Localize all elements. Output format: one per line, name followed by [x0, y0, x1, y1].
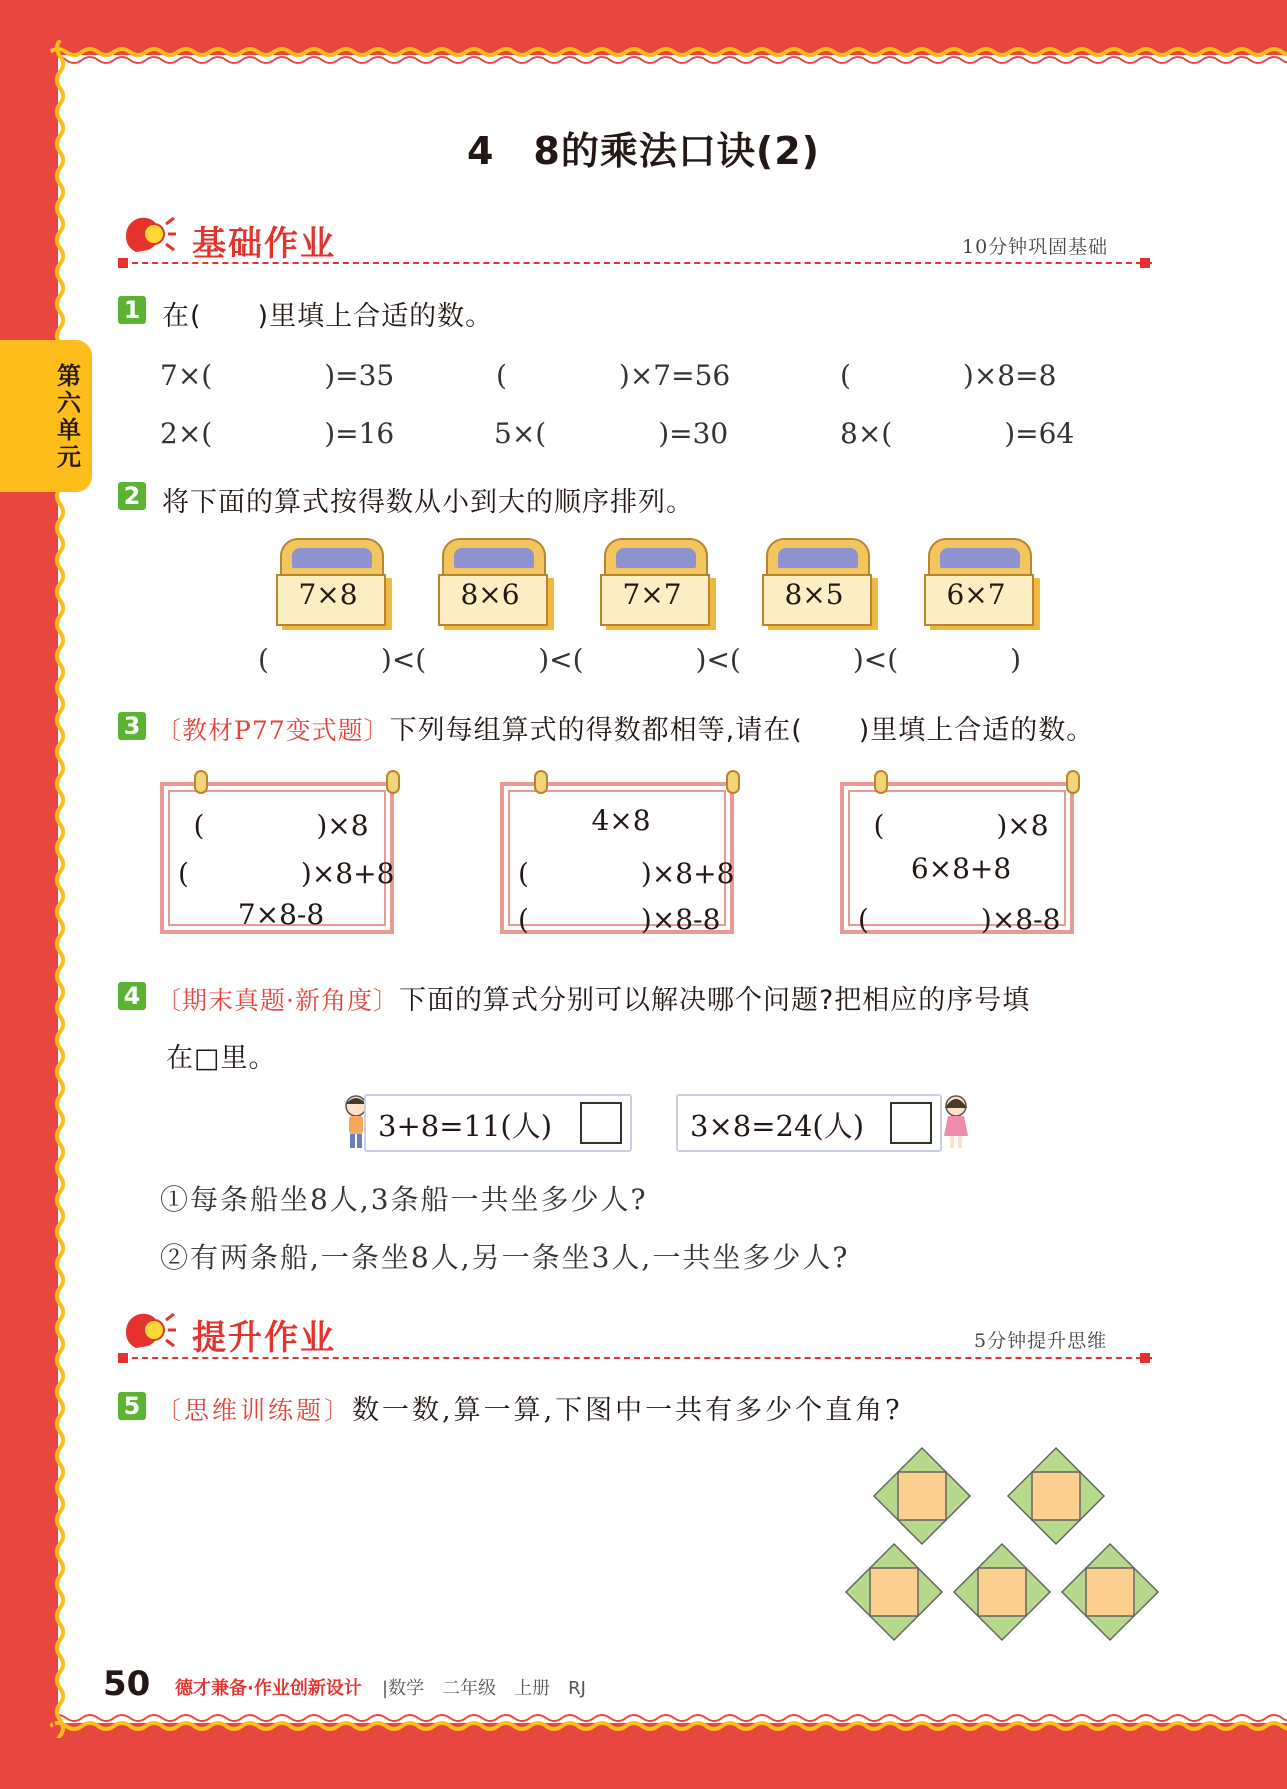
- divider-end: [1140, 258, 1150, 268]
- chest-label: 7×7: [622, 578, 682, 611]
- equation-board: [500, 782, 734, 934]
- treasure-chest: [924, 534, 1034, 626]
- question-3-number: 3: [118, 712, 146, 740]
- q1-item[interactable]: 5×( )=30: [494, 417, 729, 450]
- unit-side-tab-label: 第六单元: [57, 361, 81, 471]
- question-5-tag: 〔思维训练题〕: [156, 1396, 353, 1425]
- board-line: 6×8+8: [910, 852, 1012, 885]
- q1-item[interactable]: 2×( )=16: [160, 417, 395, 450]
- question-4-prompt-cont: 在□里。: [166, 1043, 277, 1074]
- diamond-square-shape: [1062, 1544, 1158, 1640]
- board-line[interactable]: ( )×8+8: [518, 857, 735, 890]
- footer-info: |数学 二年级 上册 RJ: [382, 1678, 586, 1699]
- question-1-prompt: 在( )里填上合适的数。: [162, 301, 494, 332]
- diamond-square-shape: [954, 1544, 1050, 1640]
- equation-box-2: [676, 1094, 942, 1152]
- board-line[interactable]: ( )×8: [873, 809, 1049, 842]
- board-line[interactable]: ( )×8-8: [518, 903, 721, 936]
- divider-end: [118, 258, 128, 268]
- unit-side-tab: [0, 340, 92, 492]
- question-3-prompt-line: [156, 708, 1094, 747]
- board-line: 7×8-8: [237, 898, 325, 931]
- chest-label: 8×5: [784, 578, 844, 611]
- page-title: 4 8的乘法口诀(2): [466, 129, 821, 173]
- question-4-number: 4: [118, 982, 146, 1010]
- section-advanced-divider: [122, 1357, 1152, 1359]
- section-basic-title: 基础作业: [192, 224, 336, 264]
- divider-end: [118, 1353, 128, 1363]
- equation-1-text: 3+8=11(人): [378, 1109, 553, 1143]
- diamond-square-shape: [1008, 1448, 1104, 1544]
- treasure-chest: [762, 534, 872, 626]
- treasure-chest: [438, 534, 548, 626]
- q2-order-line[interactable]: ( )<( )<( )<( )<( ): [258, 643, 1022, 676]
- question-3-tag: 〔教材P77变式题〕: [156, 716, 390, 745]
- equation-box-1: [364, 1094, 632, 1152]
- q4-option-2: ②有两条船,一条坐8人,另一条坐3人,一共坐多少人?: [160, 1241, 850, 1274]
- board-line[interactable]: ( )×8-8: [858, 903, 1061, 936]
- board-line[interactable]: ( )×8+8: [178, 857, 395, 890]
- answer-box-2[interactable]: [890, 1102, 932, 1144]
- question-3-prompt: 下列每组算式的得数都相等,请在( )里填上合适的数。: [389, 715, 1095, 746]
- footer-brand: 德才兼备·作业创新设计: [175, 1678, 362, 1699]
- divider-end: [1140, 1353, 1150, 1363]
- equation-board: [160, 782, 394, 934]
- q1-item[interactable]: 8×( )=64: [840, 417, 1075, 450]
- equation-2-text: 3×8=24(人): [690, 1109, 865, 1143]
- question-4-tag: 〔期末真题·新角度〕: [156, 986, 399, 1015]
- question-1-number: 1: [118, 296, 146, 324]
- chest-label: 6×7: [946, 578, 1006, 611]
- section-advanced-title: 提升作业: [192, 1318, 336, 1358]
- board-line: 4×8: [591, 804, 651, 837]
- question-2-number: 2: [118, 482, 146, 510]
- bulb-icon: [118, 210, 178, 260]
- section-basic-divider: [122, 262, 1152, 264]
- diamond-square-shape: [874, 1448, 970, 1544]
- diamond-square-shape: [846, 1544, 942, 1640]
- q1-item[interactable]: 7×( )=35: [160, 359, 395, 392]
- chest-label: 8×6: [460, 578, 520, 611]
- treasure-chest: [600, 534, 710, 626]
- q4-option-1: ①每条船坐8人,3条船一共坐多少人?: [160, 1183, 648, 1216]
- chest-label: 7×8: [298, 578, 358, 611]
- board-line[interactable]: ( )×8: [193, 809, 369, 842]
- girl-icon: [942, 1094, 970, 1150]
- treasure-chest: [276, 534, 386, 626]
- answer-box-1[interactable]: [580, 1102, 622, 1144]
- equation-board: [840, 782, 1074, 934]
- question-5-prompt-line: [156, 1388, 903, 1427]
- question-5-prompt: 数一数,算一算,下图中一共有多少个直角?: [352, 1395, 903, 1426]
- page-number: 50: [103, 1664, 151, 1704]
- section-advanced-note: 5分钟提升思维: [974, 1330, 1108, 1352]
- bulb-icon: [118, 1306, 178, 1356]
- q1-item[interactable]: ( )×7=56: [496, 359, 731, 392]
- question-4-prompt-line: [156, 978, 1030, 1017]
- question-5-number: 5: [118, 1392, 146, 1420]
- section-basic-note: 10分钟巩固基础: [962, 236, 1109, 258]
- question-2-prompt: 将下面的算式按得数从小到大的顺序排列。: [162, 487, 694, 518]
- question-4-prompt: 下面的算式分别可以解决哪个问题?把相应的序号填: [398, 985, 1031, 1016]
- right-angle-figure: [840, 1440, 1170, 1650]
- q1-item[interactable]: ( )×8=8: [840, 359, 1057, 392]
